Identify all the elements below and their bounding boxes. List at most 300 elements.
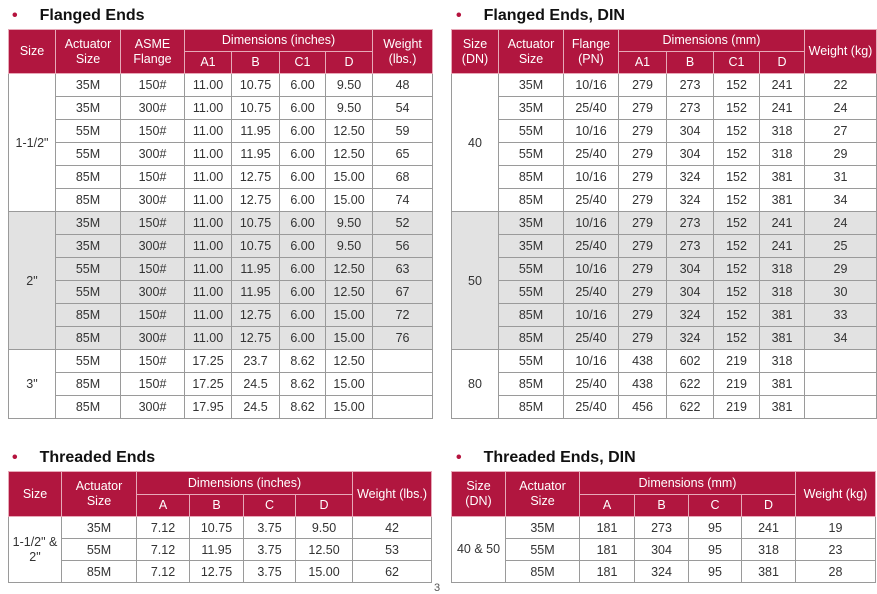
table-cell: 6.00 [280,189,326,212]
table-cell: 11.00 [185,304,232,327]
table-cell: 12.50 [296,539,353,561]
table-row [452,74,877,97]
table-cell: 9.50 [326,97,373,120]
table-cell: 25/40 [564,143,619,166]
table-cell: 35M [62,517,137,539]
dim-a1-header: A1 [185,52,232,74]
table-cell: 35M [56,235,121,258]
table-cell: 55M [499,350,564,373]
table-cell: 68 [373,166,433,189]
table-cell: 17.95 [185,396,232,419]
table-cell: 22 [805,74,877,97]
flange-pn-header: Flange (PN) [564,30,619,74]
table-cell: 6.00 [280,212,326,235]
table-cell: 300# [121,281,185,304]
table-cell: 10.75 [190,517,244,539]
table-cell: 8.62 [280,396,326,419]
table-cell: 381 [760,396,805,419]
table-cell: 279 [619,212,667,235]
table-cell: 11.00 [185,74,232,97]
table-cell: 25/40 [564,327,619,350]
table-cell: 35M [56,97,121,120]
dimensions-header: Dimensions (inches) [185,30,373,52]
table-cell: 300# [121,235,185,258]
table-cell: 15.00 [326,373,373,396]
table-cell: 150# [121,212,185,235]
table-cell: 150# [121,166,185,189]
table-cell: 8.62 [280,350,326,373]
table-cell: 25/40 [564,97,619,120]
dimensions-header: Dimensions (inches) [137,472,353,495]
table-cell: 181 [580,517,635,539]
table-row [9,517,432,539]
weight-header: Weight (kg) [796,472,876,517]
table-cell: 438 [619,373,667,396]
dim-c-header: C [689,495,742,517]
dim-d-header: D [760,52,805,74]
table-cell: 241 [760,235,805,258]
table-cell: 150# [121,373,185,396]
size-dn-header: Size (DN) [452,30,499,74]
table-cell: 304 [667,281,714,304]
weight-header: Weight (lbs.) [353,472,432,517]
table-cell: 279 [619,304,667,327]
table-cell: 11.95 [190,539,244,561]
table-cell: 55M [56,350,121,373]
table-cell: 35M [499,97,564,120]
bullet-icon: • [12,7,18,24]
table-row [452,396,877,419]
table-row [452,235,877,258]
table-row [9,281,433,304]
table-cell: 27 [805,120,877,143]
table-cell: 15.00 [296,561,353,583]
table-row [9,327,433,350]
table-cell: 279 [619,235,667,258]
table-cell: 55M [62,539,137,561]
flanged-ends-title [12,6,145,26]
table-cell: 300# [121,327,185,350]
table-cell: 55M [56,120,121,143]
table-row [9,561,432,583]
table-cell: 324 [667,166,714,189]
table-cell: 11.00 [185,327,232,350]
asme-flange-header: ASME Flange [121,30,185,74]
flanged-ends-body [9,74,433,419]
table-cell: 381 [760,304,805,327]
table-row [9,120,433,143]
table-cell: 35M [499,74,564,97]
table-cell: 318 [760,120,805,143]
weight-header: Weight (lbs.) [373,30,433,74]
dim-a-header: A [137,495,190,517]
table-row [9,97,433,120]
actuator-size-header: Actuator Size [506,472,580,517]
table-cell: 6.00 [280,281,326,304]
table-cell: 15.00 [326,396,373,419]
table-cell: 279 [619,74,667,97]
table-cell: 6.00 [280,120,326,143]
table-cell: 324 [667,304,714,327]
table-cell: 29 [805,258,877,281]
table-row [9,189,433,212]
table-cell: 279 [619,258,667,281]
table-cell: 381 [760,189,805,212]
table-cell: 35M [56,74,121,97]
dim-c-header: C [244,495,296,517]
table-cell: 11.00 [185,258,232,281]
table-row [452,304,877,327]
table-cell: 152 [714,281,760,304]
table-cell: 381 [760,327,805,350]
table-cell: 55M [506,539,580,561]
table-cell: 55M [56,143,121,166]
table-cell: 11.00 [185,281,232,304]
table-cell: 85M [56,189,121,212]
table-cell: 11.95 [232,258,280,281]
table-cell: 85M [56,373,121,396]
table-cell: 300# [121,143,185,166]
threaded-ends-title-text: Threaded Ends [39,449,156,466]
table-cell: 7.12 [137,517,190,539]
table-cell: 12.50 [326,143,373,166]
table-cell: 150# [121,120,185,143]
table-cell: 12.50 [326,120,373,143]
table-cell: 85M [56,396,121,419]
actuator-size-header: Actuator Size [62,472,137,517]
table-cell: 11.00 [185,212,232,235]
table-cell: 12.75 [232,189,280,212]
table-cell: 152 [714,235,760,258]
table-cell: 150# [121,258,185,281]
table-cell: 273 [667,97,714,120]
table-cell: 241 [742,517,796,539]
table-cell: 304 [667,143,714,166]
table-cell: 10.75 [232,212,280,235]
table-cell: 10/16 [564,166,619,189]
table-cell: 11.00 [185,97,232,120]
table-row [452,189,877,212]
table-row [452,166,877,189]
table-cell: 55M [499,143,564,166]
table-cell: 67 [373,281,433,304]
table-cell: 279 [619,281,667,304]
table-cell: 318 [742,539,796,561]
table-cell: 3.75 [244,561,296,583]
table-row [452,373,877,396]
table-row [9,539,432,561]
table-cell: 381 [760,166,805,189]
table-cell: 17.25 [185,350,232,373]
table-cell: 25/40 [564,281,619,304]
table-cell [805,396,877,419]
table-cell: 12.75 [190,561,244,583]
threaded-ends-title [12,448,155,468]
table-cell: 6.00 [280,304,326,327]
table-cell: 55M [499,281,564,304]
table-row [9,235,433,258]
table-cell: 35M [56,212,121,235]
table-cell: 34 [805,189,877,212]
size-dn-header: Size (DN) [452,472,506,517]
table-cell: 63 [373,258,433,281]
table-cell: 150# [121,304,185,327]
table-row [9,396,433,419]
table-cell: 381 [760,373,805,396]
table-row [452,97,877,120]
table-cell: 10/16 [564,258,619,281]
table-cell: 11.00 [185,143,232,166]
table-cell: 9.50 [326,74,373,97]
table-cell: 318 [760,350,805,373]
bullet-icon: • [456,449,462,466]
flanged-ends-din-table [451,29,877,419]
table-cell: 273 [667,235,714,258]
table-cell: 6.00 [280,166,326,189]
table-cell: 7.12 [137,539,190,561]
flanged-ends-title-text: Flanged Ends [39,7,145,24]
table-cell: 241 [760,212,805,235]
table-cell: 56 [373,235,433,258]
table-cell: 219 [714,350,760,373]
dim-a1-header: A1 [619,52,667,74]
table-cell: 6.00 [280,143,326,166]
table-cell: 85M [499,166,564,189]
table-cell: 10/16 [564,350,619,373]
table-cell: 152 [714,120,760,143]
table-cell: 10.75 [232,235,280,258]
table-row [452,212,877,235]
table-cell: 85M [499,396,564,419]
table-cell: 3.75 [244,517,296,539]
table-cell: 152 [714,143,760,166]
table-cell: 300# [121,97,185,120]
table-cell: 279 [619,327,667,350]
table-cell [805,350,877,373]
table-cell: 29 [805,143,877,166]
flanged-ends-din-title [456,6,625,26]
dimensions-header: Dimensions (mm) [580,472,796,495]
table-cell: 35M [499,235,564,258]
table-cell: 55M [499,258,564,281]
size-cell: 1-1/2" [9,74,56,212]
table-cell: 10/16 [564,74,619,97]
dim-d-header: D [742,495,796,517]
table-cell: 34 [805,327,877,350]
table-cell: 24.5 [232,373,280,396]
table-cell: 6.00 [280,327,326,350]
table-cell: 318 [760,281,805,304]
table-cell: 25/40 [564,235,619,258]
table-cell: 30 [805,281,877,304]
weight-header: Weight (kg) [805,30,877,74]
table-cell: 241 [760,97,805,120]
table-cell: 12.50 [326,350,373,373]
table-row [452,281,877,304]
table-cell: 35M [506,517,580,539]
table-cell: 152 [714,166,760,189]
dim-c1-header: C1 [714,52,760,74]
actuator-size-header: Actuator Size [499,30,564,74]
table-cell: 76 [373,327,433,350]
table-row [9,304,433,327]
flanged-ends-table [8,29,433,419]
table-cell: 85M [62,561,137,583]
dim-a-header: A [580,495,635,517]
table-row [9,143,433,166]
table-cell: 15.00 [326,327,373,350]
table-row [452,143,877,166]
dim-b-header: B [190,495,244,517]
table-cell: 11.00 [185,189,232,212]
table-cell: 241 [760,74,805,97]
table-cell: 54 [373,97,433,120]
size-cell: 3" [9,350,56,419]
table-cell: 52 [373,212,433,235]
table-cell: 55M [56,281,121,304]
table-cell: 438 [619,350,667,373]
table-cell: 9.50 [326,212,373,235]
table-cell: 324 [635,561,689,583]
table-cell: 24 [805,212,877,235]
table-cell: 9.50 [326,235,373,258]
size-header: Size [9,472,62,517]
table-row [452,539,876,561]
table-cell: 6.00 [280,235,326,258]
table-cell: 12.50 [326,281,373,304]
threaded-ends-din-title-text: Threaded Ends, DIN [483,449,636,466]
table-cell: 273 [667,74,714,97]
table-cell: 85M [56,304,121,327]
table-cell: 12.75 [232,327,280,350]
table-row [452,561,876,583]
table-cell: 25/40 [564,189,619,212]
table-cell: 150# [121,350,185,373]
table-cell: 10.75 [232,74,280,97]
table-cell: 31 [805,166,877,189]
table-cell: 152 [714,74,760,97]
table-cell: 12.75 [232,166,280,189]
table-cell: 602 [667,350,714,373]
size-cell: 40 [452,74,499,212]
table-cell: 85M [56,166,121,189]
table-cell: 25 [805,235,877,258]
table-cell: 12.75 [232,304,280,327]
table-cell: 28 [796,561,876,583]
table-row [452,350,877,373]
table-cell: 85M [56,327,121,350]
table-cell [373,396,433,419]
table-cell: 6.00 [280,97,326,120]
table-cell: 181 [580,561,635,583]
table-cell [373,350,433,373]
table-cell: 456 [619,396,667,419]
dim-d-header: D [296,495,353,517]
table-cell: 318 [760,258,805,281]
table-cell: 6.00 [280,258,326,281]
table-cell: 324 [667,189,714,212]
table-cell: 11.95 [232,281,280,304]
table-cell: 304 [667,258,714,281]
table-cell: 10/16 [564,212,619,235]
table-cell: 65 [373,143,433,166]
threaded-ends-body [9,517,432,583]
table-cell: 279 [619,166,667,189]
table-row [9,212,433,235]
table-cell: 74 [373,189,433,212]
table-cell: 279 [619,189,667,212]
table-cell: 95 [689,539,742,561]
actuator-size-header: Actuator Size [56,30,121,74]
table-cell: 622 [667,396,714,419]
flanged-ends-din-body [452,74,877,419]
bullet-icon: • [456,7,462,24]
threaded-ends-table [8,471,432,583]
table-cell: 3.75 [244,539,296,561]
dimensions-header: Dimensions (mm) [619,30,805,52]
table-cell: 85M [506,561,580,583]
table-cell: 219 [714,396,760,419]
table-cell: 55M [56,258,121,281]
table-cell: 11.00 [185,166,232,189]
table-cell: 25/40 [564,396,619,419]
page-number: 3 [434,582,441,594]
size-cell: 40 & 50 [452,517,506,583]
size-cell: 80 [452,350,499,419]
table-cell: 9.50 [296,517,353,539]
table-cell: 11.00 [185,235,232,258]
table-cell: 33 [805,304,877,327]
dim-b-header: B [232,52,280,74]
table-cell: 152 [714,327,760,350]
table-cell: 152 [714,212,760,235]
table-cell: 19 [796,517,876,539]
table-cell: 17.25 [185,373,232,396]
dim-b-header: B [667,52,714,74]
size-header: Size [9,30,56,74]
table-cell: 279 [619,120,667,143]
table-cell: 304 [667,120,714,143]
table-cell: 72 [373,304,433,327]
table-row [9,373,433,396]
table-cell: 35M [499,212,564,235]
threaded-ends-din-title [456,448,636,468]
table-cell: 95 [689,517,742,539]
table-row [452,120,877,143]
table-cell: 304 [635,539,689,561]
table-cell: 152 [714,258,760,281]
table-cell: 15.00 [326,304,373,327]
table-cell: 300# [121,189,185,212]
table-cell: 324 [667,327,714,350]
table-cell: 85M [499,373,564,396]
table-row [9,258,433,281]
table-cell: 62 [353,561,432,583]
table-cell: 11.95 [232,120,280,143]
table-cell: 48 [373,74,433,97]
size-cell: 50 [452,212,499,350]
table-cell: 6.00 [280,74,326,97]
table-cell: 152 [714,97,760,120]
table-cell: 12.50 [326,258,373,281]
table-cell: 85M [499,189,564,212]
table-row [9,166,433,189]
table-row [9,350,433,373]
table-row [452,517,876,539]
table-row [452,258,877,281]
table-cell: 53 [353,539,432,561]
table-cell: 11.00 [185,120,232,143]
